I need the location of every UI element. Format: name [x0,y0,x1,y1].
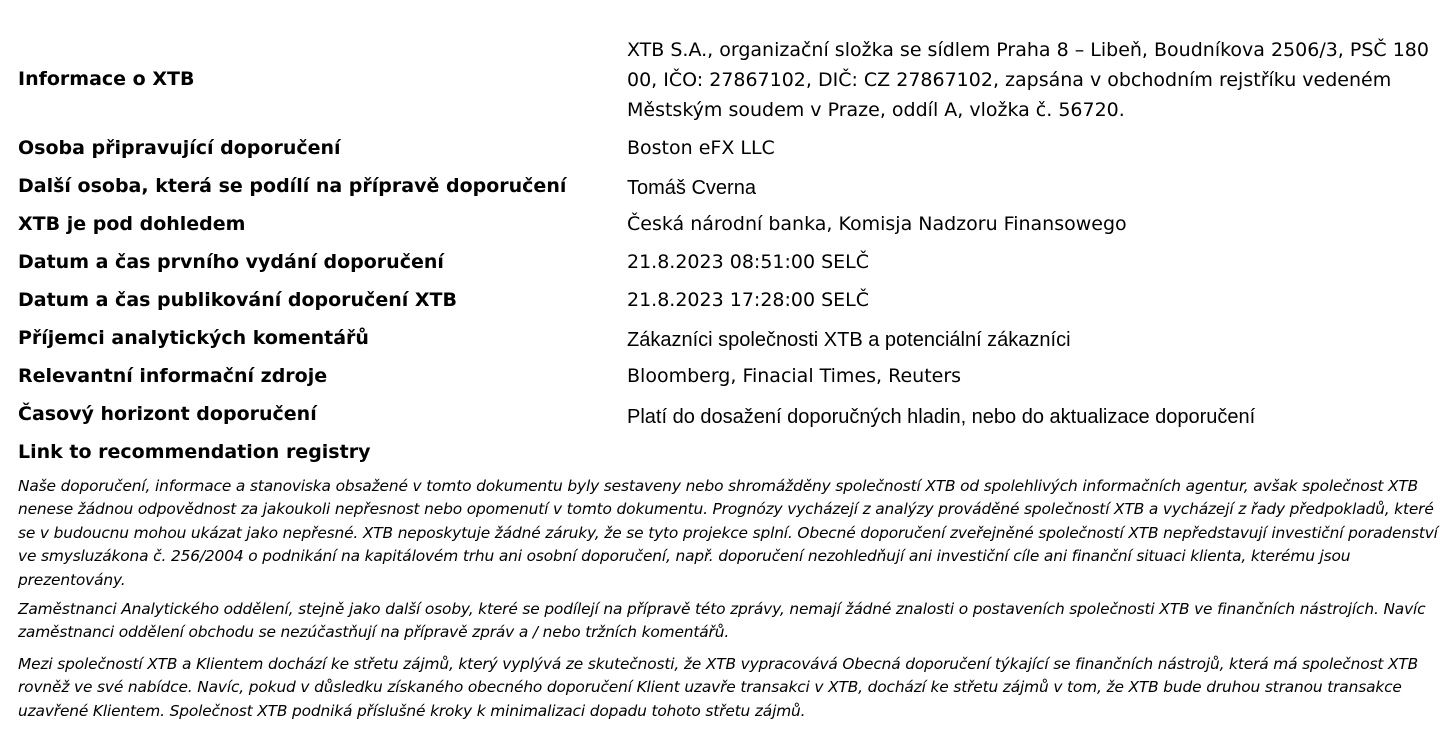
value-casovy-horizont: Platí do dosažení doporučných hladin, nebo do aktualizace doporučení [627,406,1256,428]
label-dalsi-osoba: Další osoba, která se podílí na přípravě doporučení [18,175,567,197]
value-datum-prvniho-vydani: 21.8.2023 08:51:00 SELČ [627,251,870,273]
value-prijemci: Zákazníci společnosti XTB a potenciální zákazníci [627,329,1071,351]
label-datum-publikovani: Datum a čas publikování doporučení XTB [18,289,457,311]
disclaimer-paragraph-2: Zaměstnanci Analytického oddělení, stejně jako další osoby, které se podílejí na přípravě této zprávy, nemají žádné znalosti o postaveních společnosti XTB ve finančních nástrojích. Navíc zaměstnanci oddělení obchodu se nezúčastňují na přípravě zpráv a / nebo tržních komentářů. [18,600,1426,642]
label-link-registry: Link to recommendation registry [18,441,371,463]
disclaimer-paragraph-3: Mezi společností XTB a Klientem dochází ke střetu zájmů, který vyplývá ze skutečnosti, že XTB vypracovává Obecná doporučení týkající se finančních nástrojů, která má společnost XTB rovněž ve své nabídce. Navíc, pokud v důsledku získaného obecného doporučení Klient uzavře transakci v XTB, dochází ke střetu zájmů v tom, že XTB bude druhou stranou transakce uzavřené Klientem. Společnost XTB podniká příslušné kroky k minimalizaci dopadu tohoto střetu zájmů. [18,655,1419,720]
label-casovy-horizont: Časový horizont doporučení [18,403,317,425]
label-zdroje: Relevantní informační zdroje [18,365,328,387]
label-dohled: XTB je pod dohledem [18,213,246,235]
label-informace-o-xtb: Informace o XTB [18,68,195,90]
label-osoba-pripravujici: Osoba připravující doporučení [18,137,341,159]
value-datum-publikovani: 21.8.2023 17:28:00 SELČ [627,289,870,311]
label-prijemci: Příjemci analytických komentářů [18,327,369,349]
disclaimer-paragraph-1: Naše doporučení, informace a stanoviska obsažené v tomto dokumentu byly sestaveny nebo shromážděny společností XTB od spolehlivých informačních agentur, avšak společnost XTB nenese žádnou odpovědnost za jakoukoli nepřesnost nebo opomenutí v tomto dokumentu. Prognózy vycházejí z analýzy prováděné společností XTB a vycházejí z řady předpokladů, které se v budoucnu mohou ukázat jako nepřesné. XTB neposkytuje žádné záruky, že se tyto projekce splní. Obecné doporučení zveřejněné společností XTB nepředstavují investiční poradenství ve smysluzákona č. 256/2004 o podnikání na kapitálovém trhu ani osobní doporučení, např. doporučení nezohledňují ani investiční cíle ani finanční situaci klienta, kterému jsou prezentovány. [18,477,1438,589]
value-informace-o-xtb: XTB S.A., organizační složka se sídlem Praha 8 – Libeň, Boudníkova 2506/3, PSČ 180 00, IČO: 27867102, DIČ: CZ 27867102, zapsána v obchodním rejstříku vedeném Městským soudem v Praze, oddíl A, vložka č. 56720. [627,39,1429,121]
value-dalsi-osoba: Tomáš Cverna [627,177,756,199]
label-datum-prvniho-vydani: Datum a čas prvního vydání doporučení [18,251,444,273]
value-osoba-pripravujici: Boston eFX LLC [627,137,775,159]
value-zdroje: Bloomberg, Finacial Times, Reuters [627,365,962,387]
value-dohled: Česká národní banka, Komisja Nadzoru Finansowego [627,213,1127,235]
